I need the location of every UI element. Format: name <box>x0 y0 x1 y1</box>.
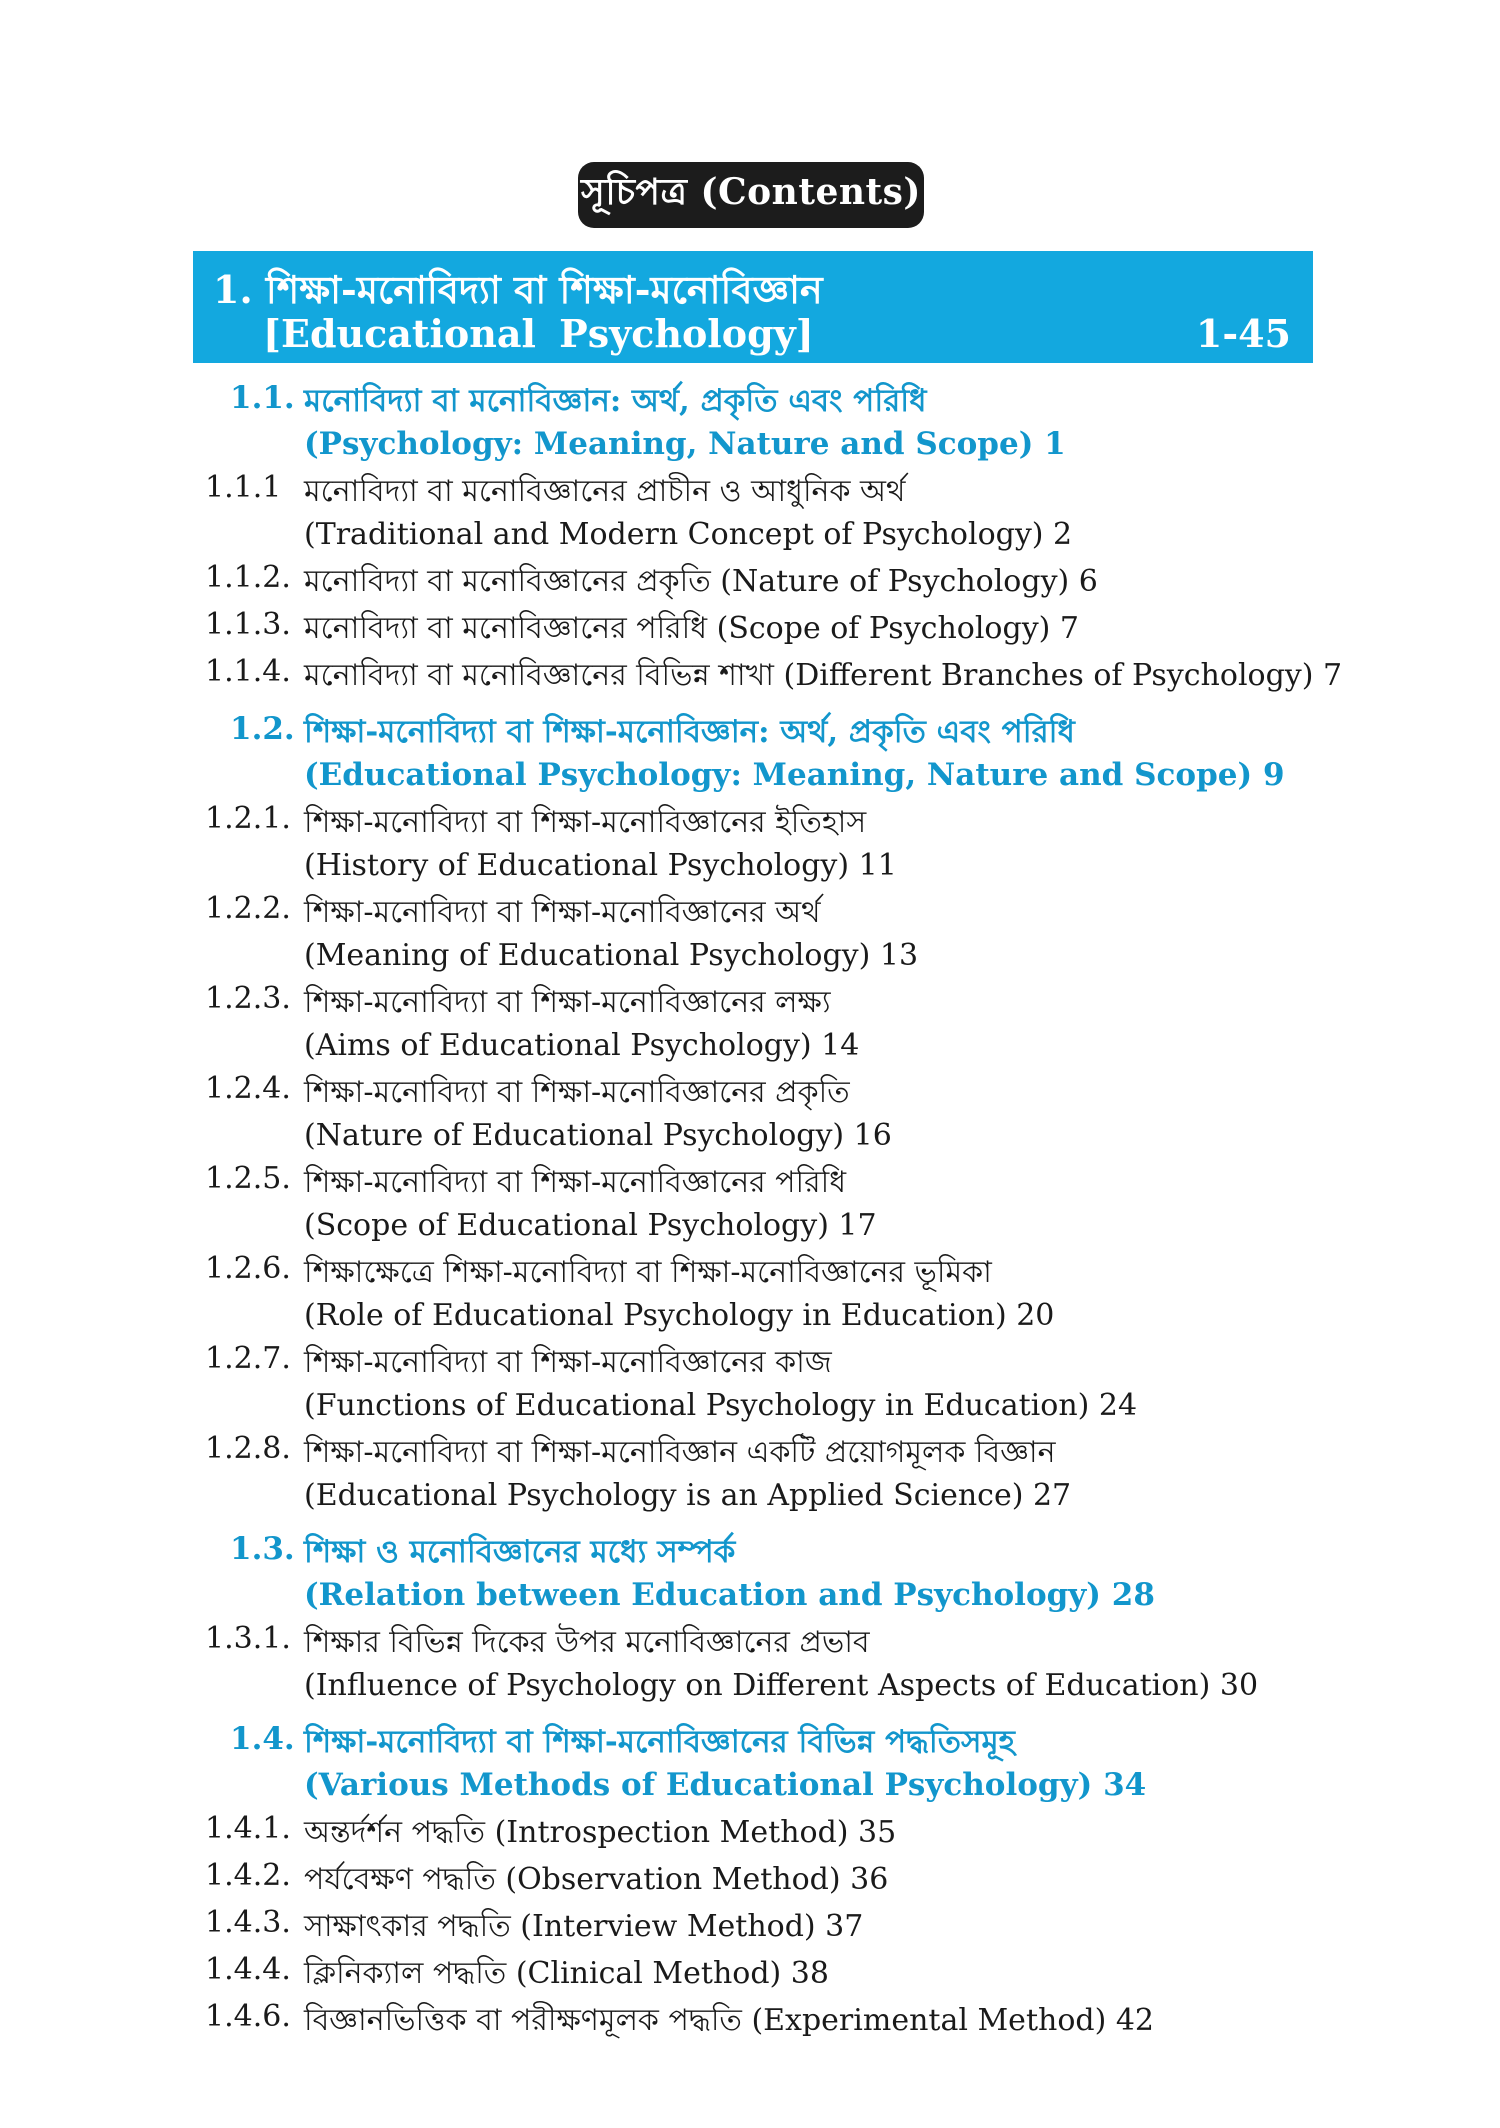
toc-subsection-entry <box>0 801 1500 887</box>
entry-subtitle-line: (Nature of Educational Psychology) 16 <box>304 1118 892 1153</box>
entry-number: 1.4.2. <box>205 1858 291 1893</box>
toc-subsection-entry <box>0 654 1500 697</box>
entry-title-line: শিক্ষা-মনোবিদ্যা বা শিক্ষা-মনোবিজ্ঞানের প্রকৃতি <box>304 1075 850 1110</box>
entry-subtitle-line: (Relation between Education and Psychology) 28 <box>304 1577 1155 1613</box>
entry-title-line: মনোবিদ্যা বা মনোবিজ্ঞানের প্রকৃতি (Nature of Psychology) 6 <box>304 564 1098 599</box>
entry-number: 1.4.3. <box>205 1905 291 1940</box>
toc-section-entry <box>0 711 1500 797</box>
entry-text <box>304 607 1500 650</box>
entry-subtitle-line: (Psychology: Meaning, Nature and Scope) 1 <box>304 426 1066 462</box>
entry-number: 1.3. <box>230 1531 295 1567</box>
toc-section-entry <box>0 1531 1500 1617</box>
entry-number: 1.4.6. <box>205 1999 291 2034</box>
toc-subsection-entry <box>0 1251 1500 1337</box>
table-of-contents <box>0 380 1500 2042</box>
entry-title-line: শিক্ষার বিভিন্ন দিকের উপর মনোবিজ্ঞানের প্রভাব <box>304 1625 870 1660</box>
entry-number: 1.2.5. <box>205 1161 291 1196</box>
chapter-title-bengali: 1. শিক্ষা-মনোবিদ্যা বা শিক্ষা-মনোবিজ্ঞান <box>213 267 823 312</box>
entry-number: 1.4. <box>230 1721 295 1757</box>
entry-number: 1.2.3. <box>205 981 291 1016</box>
entry-text <box>304 1905 1500 1948</box>
entry-title-line: শিক্ষা-মনোবিদ্যা বা শিক্ষা-মনোবিজ্ঞান: অর্থ, প্রকৃতি এবং পরিধি <box>304 714 1075 750</box>
entry-number: 1.2.2. <box>205 891 291 926</box>
entry-title-line: শিক্ষা-মনোবিদ্যা বা শিক্ষা-মনোবিজ্ঞানের পরিধি <box>304 1165 847 1200</box>
toc-subsection-entry <box>0 1952 1500 1995</box>
entry-number: 1.2. <box>230 711 295 747</box>
entry-title-line: শিক্ষা ও মনোবিজ্ঞানের মধ্যে সম্পর্ক <box>304 1534 736 1570</box>
entry-text <box>304 801 1500 887</box>
entry-title-line: শিক্ষা-মনোবিদ্যা বা শিক্ষা-মনোবিজ্ঞান একটি প্রয়োগমূলক বিজ্ঞান <box>304 1435 1056 1470</box>
entry-number: 1.4.1. <box>205 1811 291 1846</box>
entry-text <box>304 711 1500 797</box>
toc-subsection-entry <box>0 1071 1500 1157</box>
entry-text <box>304 1811 1500 1854</box>
toc-subsection-entry <box>0 1999 1500 2042</box>
entry-text <box>304 1251 1500 1337</box>
entry-subtitle-line: (Role of Educational Psychology in Education) 20 <box>304 1298 1055 1333</box>
entry-number: 1.1.2. <box>205 560 291 595</box>
chapter-title-english: [Educational Psychology] <box>263 311 814 356</box>
toc-subsection-entry <box>0 891 1500 977</box>
entry-title-line: ক্লিনিক্যাল পদ্ধতি (Clinical Method) 38 <box>304 1956 829 1991</box>
entry-subtitle-line: (History of Educational Psychology) 11 <box>304 848 897 883</box>
entry-number: 1.2.4. <box>205 1071 291 1106</box>
entry-number: 1.2.6. <box>205 1251 291 1286</box>
entry-text <box>304 981 1500 1067</box>
toc-subsection-entry <box>0 1431 1500 1517</box>
entry-subtitle-line: (Educational Psychology: Meaning, Nature and Scope) 9 <box>304 757 1285 793</box>
entry-title-line: মনোবিদ্যা বা মনোবিজ্ঞানের প্রাচীন ও আধুনিক অর্থ <box>304 474 906 509</box>
entry-title-line: সাক্ষাৎকার পদ্ধতি (Interview Method) 37 <box>304 1909 864 1944</box>
entry-title-line: বিজ্ঞানভিত্তিক বা পরীক্ষণমূলক পদ্ধতি (Experimental Method) 42 <box>304 2003 1154 2038</box>
entry-title-line: শিক্ষা-মনোবিদ্যা বা শিক্ষা-মনোবিজ্ঞানের লক্ষ্য <box>304 985 831 1020</box>
entry-title-line: পর্যবেক্ষণ পদ্ধতি (Observation Method) 36 <box>304 1862 889 1897</box>
entry-text <box>304 1431 1500 1517</box>
toc-subsection-entry <box>0 470 1500 556</box>
entry-number: 1.3.1. <box>205 1621 291 1656</box>
entry-text <box>304 470 1500 556</box>
toc-subsection-entry <box>0 607 1500 650</box>
chapter-page-range: 1-45 <box>1195 311 1291 356</box>
contents-title: সূচিপত্র (Contents) <box>578 162 924 228</box>
entry-text <box>304 1858 1500 1901</box>
entry-subtitle-line: (Various Methods of Educational Psychology) 34 <box>304 1767 1147 1803</box>
entry-number: 1.1.3. <box>205 607 291 642</box>
entry-subtitle-line: (Traditional and Modern Concept of Psychology) 2 <box>304 517 1073 552</box>
toc-subsection-entry <box>0 1621 1500 1707</box>
entry-text <box>304 1621 1500 1707</box>
entry-number: 1.2.8. <box>205 1431 291 1466</box>
chapter-header <box>193 251 1313 363</box>
entry-text <box>304 1341 1500 1427</box>
entry-text <box>304 560 1500 603</box>
entry-subtitle-line: (Functions of Educational Psychology in Education) 24 <box>304 1388 1138 1423</box>
entry-text <box>304 1999 1500 2042</box>
entry-text <box>304 891 1500 977</box>
entry-number: 1.1. <box>230 380 295 416</box>
entry-subtitle-line: (Influence of Psychology on Different Aspects of Education) 30 <box>304 1668 1259 1703</box>
toc-subsection-entry <box>0 1341 1500 1427</box>
entry-text <box>304 1531 1500 1617</box>
entry-title-line: শিক্ষা-মনোবিদ্যা বা শিক্ষা-মনোবিজ্ঞানের অর্থ <box>304 895 821 930</box>
entry-text <box>304 1952 1500 1995</box>
toc-subsection-entry <box>0 1811 1500 1854</box>
entry-title-line: মনোবিদ্যা বা মনোবিজ্ঞান: অর্থ, প্রকৃতি এবং পরিধি <box>304 383 927 419</box>
entry-text <box>304 654 1500 697</box>
entry-title-line: শিক্ষাক্ষেত্রে শিক্ষা-মনোবিদ্যা বা শিক্ষা-মনোবিজ্ঞানের ভূমিকা <box>304 1255 992 1290</box>
entry-number: 1.2.1. <box>205 801 291 836</box>
toc-section-entry <box>0 380 1500 466</box>
toc-subsection-entry <box>0 1858 1500 1901</box>
entry-text <box>304 1071 1500 1157</box>
entry-subtitle-line: (Educational Psychology is an Applied Science) 27 <box>304 1478 1072 1513</box>
entry-title-line: শিক্ষা-মনোবিদ্যা বা শিক্ষা-মনোবিজ্ঞানের কাজ <box>304 1345 832 1380</box>
entry-subtitle-line: (Meaning of Educational Psychology) 13 <box>304 938 919 973</box>
entry-title-line: মনোবিদ্যা বা মনোবিজ্ঞানের বিভিন্ন শাখা (Different Branches of Psychology) 7 <box>304 658 1343 693</box>
entry-number: 1.4.4. <box>205 1952 291 1987</box>
toc-subsection-entry <box>0 1905 1500 1948</box>
entry-number: 1.1.1 <box>205 470 282 505</box>
toc-subsection-entry <box>0 1161 1500 1247</box>
toc-section-entry <box>0 1721 1500 1807</box>
entry-text <box>304 380 1500 466</box>
entry-title-line: মনোবিদ্যা বা মনোবিজ্ঞানের পরিধি (Scope of Psychology) 7 <box>304 611 1079 646</box>
entry-title-line: শিক্ষা-মনোবিদ্যা বা শিক্ষা-মনোবিজ্ঞানের বিভিন্ন পদ্ধতিসমূহ <box>304 1724 1015 1760</box>
toc-subsection-entry <box>0 560 1500 603</box>
entry-text <box>304 1721 1500 1807</box>
entry-title-line: অন্তর্দর্শন পদ্ধতি (Introspection Method) 35 <box>304 1815 897 1850</box>
toc-subsection-entry <box>0 981 1500 1067</box>
entry-text <box>304 1161 1500 1247</box>
entry-number: 1.1.4. <box>205 654 291 689</box>
entry-number: 1.2.7. <box>205 1341 291 1376</box>
entry-subtitle-line: (Aims of Educational Psychology) 14 <box>304 1028 860 1063</box>
entry-title-line: শিক্ষা-মনোবিদ্যা বা শিক্ষা-মনোবিজ্ঞানের ইতিহাস <box>304 805 867 840</box>
entry-subtitle-line: (Scope of Educational Psychology) 17 <box>304 1208 877 1243</box>
